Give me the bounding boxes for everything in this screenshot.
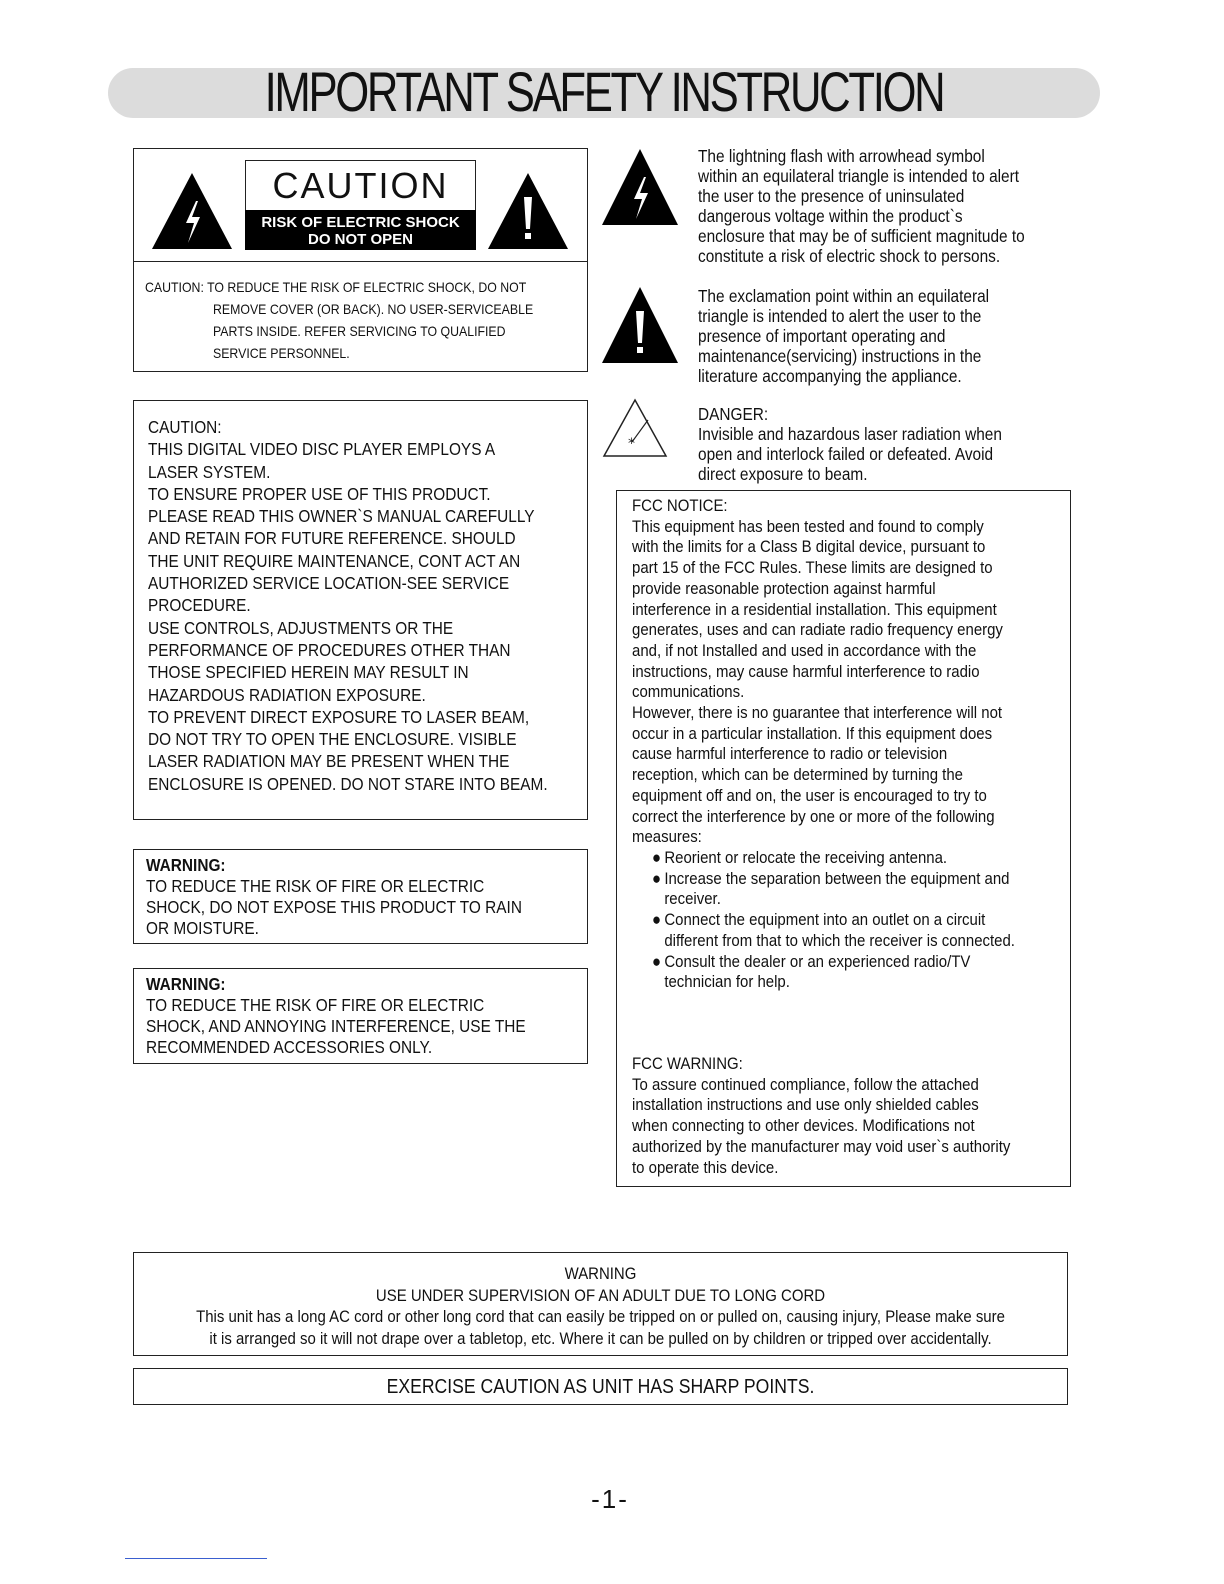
caution-text-line: SERVICE PERSONNEL.	[213, 345, 350, 361]
laser-caution-text: CAUTION: THIS DIGITAL VIDEO DISC PLAYER EMPLOYS A LASER SYSTEM. TO ENSURE PROPER USE OF THIS PRODUCT. PLEASE READ THIS OWNER`S MANUAL CAREFULLY AND RETAIN FOR FUTURE REFERENCE. SHOULD THE UNIT REQUIRE MAINTENANCE, CONT ACT AN AUTHORIZED SERVICE LOCATION-SEE SERVICE PROCEDURE. USE CONTROLS, ADJUSTMENTS OR THE PERFORMANCE OF PROCEDURES OTHER THAN THOSE SPECIFIED HEREIN MAY RESULT IN HAZARDOUS RADIATION EXPOSURE. TO PREVENT DIRECT EXPOSURE TO LASER BEAM, DO NOT TRY TO OPEN THE ENCLOSURE. VISIBLE LASER RADIATION MAY BE PRESENT WHEN THE ENCLOSURE IS OPENED. DO NOT STARE INTO BEAM.	[148, 417, 548, 794]
danger-symbol-text: DANGER: Invisible and hazardous laser radiation when open and interlock failed or defeated. Avoid direct exposure to beam.	[698, 404, 1002, 484]
caution-text-line: PARTS INSIDE. REFER SERVICING TO QUALIFIED	[213, 323, 506, 339]
risk-line-1: RISK OF ELECTRIC SHOCK	[261, 214, 460, 231]
fcc-bullet-list	[652, 848, 1034, 993]
page-title: IMPORTANT SAFETY INSTRUCTION	[264, 60, 944, 123]
sharp-points-text: EXERCISE CAUTION AS UNIT HAS SHARP POINTS.	[386, 1376, 815, 1398]
lightning-symbol-icon	[600, 147, 680, 227]
caution-text-line: REMOVE COVER (OR BACK). NO USER-SERVICEABLE	[213, 301, 534, 317]
cord-warning-text: WARNING USE UNDER SUPERVISION OF AN ADULT DUE TO LONG CORD This unit has a long AC cord or other long cord that can easily be tripped on or pulled on, causing injury, Please make sure it is arranged so it will not drape over a tabletop, etc. Where it can be pulled on by children or tripped over accidentally.	[196, 1264, 1005, 1348]
caution-text-line: CAUTION: TO REDUCE THE RISK OF ELECTRIC SHOCK, DO NOT	[145, 279, 527, 295]
page-number: -1-	[591, 1484, 629, 1514]
lightning-triangle-icon	[150, 171, 234, 251]
exclamation-symbol-icon	[600, 285, 680, 365]
caution-label: CAUTION	[245, 160, 476, 210]
list-item: ● Reorient or relocate the receiving antenna. ● Increase the separation between the equipment and receiver. ● Connect the equipment into an outlet on a circuit different from that to which the receiver is connected. ● Consult the dealer or an experienced radio/TV technician for help.	[652, 848, 1015, 992]
warning-rain-text: WARNING: TO REDUCE THE RISK OF FIRE OR ELECTRIC SHOCK, DO NOT EXPOSE THIS PRODUCT TO RAIN OR MOISTURE.	[146, 855, 522, 938]
exclamation-symbol-text: The exclamation point within an equilateral triangle is intended to alert the user to the presence of important operating and maintenance(servicing) instructions in the literature accompanying the appliance.	[698, 286, 990, 386]
laser-warning-icon	[602, 398, 668, 458]
lightning-symbol-text: The lightning flash with arrowhead symbol within an equilateral triangle is intended to alert the user to the presence of uninsulated dangerous voltage within the product`s enclosure that may be of sufficient magnitude to constitute a risk of electric shock to persons.	[698, 146, 1025, 266]
svg-text:*: *	[628, 436, 635, 452]
risk-line-2: DO NOT OPEN	[307, 231, 413, 248]
fcc-notice-text: FCC NOTICE: This equipment has been tested and found to comply with the limits for a Class B digital device, pursuant to part 15 of the FCC Rules. These limits are designed to provide reasonable protection against harmful interference in a residential installation. This equipment generates, uses and can radiate radio frequency energy and, if not Installed and used in accordance with the instructions, may cause harmful interference to radio communications. However, there is no guarantee that interference will not occur in a particular installation. If this equipment does cause harmful interference to radio or television reception, which can be determined by turning the equipment off and on, the user is encouraged to try to correct the interference by one or more of the following measures:	[632, 496, 1003, 847]
fcc-warning-text: FCC WARNING: To assure continued compliance, follow the attached installation instructions and use only shielded cables when connecting to other devices. Modifications not authorized by the manufacturer may void user`s authority to operate this device.	[632, 1054, 1011, 1177]
risk-band	[245, 210, 476, 250]
caution-box-divider	[133, 261, 588, 262]
warning-accessories-text: WARNING: TO REDUCE THE RISK OF FIRE OR ELECTRIC SHOCK, AND ANNOYING INTERFERENCE, USE THE RECOMMENDED ACCESSORIES ONLY.	[146, 974, 526, 1057]
exclamation-triangle-icon	[486, 171, 570, 251]
footer-rule	[125, 1558, 267, 1559]
